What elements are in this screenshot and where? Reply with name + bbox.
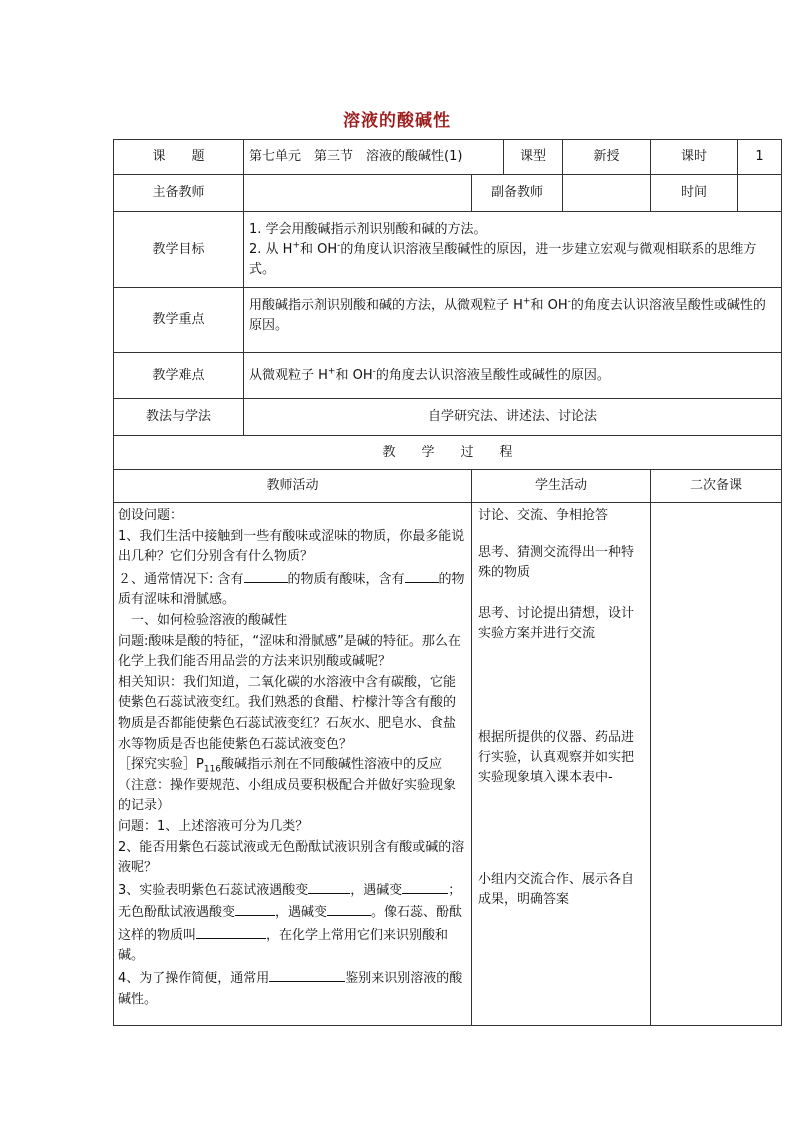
teacher-line: 问题:酸味是酸的特征，“涩味和滑腻感”是碱的特征。那么在化学上我们能否用品尝的方法来识别酸或碱呢？ <box>118 633 461 670</box>
col-teacher-activity: 教师活动 <box>114 470 472 503</box>
student-activity-cell <box>472 503 651 1026</box>
label-main-teacher: 主备教师 <box>114 175 244 212</box>
fill-blank <box>308 879 350 894</box>
row-teachers <box>114 175 782 212</box>
teacher-line: （注意：操作要规范、小组成员要积极配合并做好实验现象的记录） <box>118 777 457 814</box>
value-time <box>738 175 782 212</box>
label-assistant-teacher: 副备教师 <box>472 175 563 212</box>
col-student-activity: 学生活动 <box>472 470 651 503</box>
student-line: 小组内交流合作、展示各自成果，明确答案 <box>478 872 635 907</box>
second-prep-cell <box>651 503 782 1026</box>
lesson-plan-table <box>113 139 782 1026</box>
value-methods: 自学研究法、讲述法、讨论法 <box>244 399 782 436</box>
teacher-line: 一、如何检验溶液的酸碱性 <box>118 612 288 628</box>
goal-line-1: 1. 学会用酸碱指示剂识别酸和碱的方法。 <box>249 221 487 237</box>
value-hours: 1 <box>738 140 782 175</box>
label-hours: 课时 <box>651 140 738 175</box>
teacher-line: ２、通常情况下: 含有 的物质有酸味，含有 的物质有涩味和滑腻感。 <box>118 568 467 611</box>
value-key-points: 用酸碱指示剂识别酸和碱的方法，从微观粒子 H+和 OH-的角度去认识溶液呈酸性或碱性的原因。 <box>244 288 782 353</box>
value-difficulties: 从微观粒子 H+和 OH-的角度去认识溶液呈酸性或碱性的原因。 <box>244 353 782 399</box>
fill-blank <box>244 568 288 583</box>
row-process-header <box>114 436 782 470</box>
process-title: 教 学 过 程 <box>114 436 782 470</box>
fill-blank <box>402 879 448 894</box>
teacher-line: 4、为了操作简便，通常用 鉴别来识别溶液的酸碱性。 <box>118 967 467 1010</box>
teacher-line: 创设问题： <box>118 508 184 523</box>
label-difficulties: 教学难点 <box>114 353 244 399</box>
fill-blank <box>327 901 371 916</box>
teacher-line: ［探究实验$]P_{116}$酸碱指示剂在不同酸碱性溶液中的反应 <box>118 757 443 775</box>
goal-line-2: 2. 从 H+和 OH-的角度认识溶液呈酸碱性的原因，进一步建立宏观与微观相联系的思维方式。 <box>249 240 757 277</box>
teacher-line: 问题：1、上述溶液可分为几类？ <box>118 818 309 834</box>
fill-blank <box>405 568 439 583</box>
value-type: 新授 <box>563 140 651 175</box>
value-main-teacher <box>244 175 472 212</box>
col-second-prep: 二次备课 <box>651 470 782 503</box>
teacher-line: 2、能否用紫色石蕊试液或无色酚酞试液识别含有酸或碱的溶液呢？ <box>118 839 465 876</box>
row-course <box>114 140 782 175</box>
fill-blank <box>196 924 266 939</box>
row-key-points <box>114 288 782 353</box>
value-assistant-teacher <box>563 175 651 212</box>
row-methods <box>114 399 782 436</box>
row-goals <box>114 212 782 288</box>
student-line: 思考、猜测交流得出一种特殊的物质 <box>478 545 635 580</box>
document-title: 溶液的酸碱性 <box>343 111 451 131</box>
label-course: 课 题 <box>114 140 244 175</box>
label-goals: 教学目标 <box>114 212 244 288</box>
teacher-line: 1、我们生活中接触到一些有酸味或涩味的物质，你最多能说出几种？它们分别含有什么物质？ <box>118 528 465 565</box>
fill-blank <box>235 901 275 916</box>
student-line: 根据所提供的仪器、药品进行实验，认真观察并如实把实验现象填入课本表中- <box>478 730 635 785</box>
fill-blank <box>269 967 345 982</box>
value-course: 第七单元 第三节 溶液的酸碱性(1) <box>244 140 504 175</box>
teacher-activity-cell <box>114 503 472 1026</box>
student-line: 思考、讨论提出猜想，设计实验方案并进行交流 <box>478 606 635 641</box>
label-type: 课型 <box>504 140 563 175</box>
student-line: 讨论、交流、争相抢答 <box>478 508 609 523</box>
row-difficulties <box>114 353 782 399</box>
teacher-line: 相关知识：我们知道，二氧化碳的水溶液中含有碳酸，它能使紫色石蕊试液变红。我们熟悉的食醋、柠檬汁等含有酸的物质是否都能使紫色石蕊试液变红？石灰水、肥皂水、食盐水等物质是否也能使紫色石蕊试液变色？ <box>118 674 457 752</box>
label-key-points: 教学重点 <box>114 288 244 353</box>
teacher-line: 3、实验表明紫色石蕊试液遇酸变 ，遇碱变 ；无色酚酞试液遇酸变 ，遇碱变 。像石蕊、酚酞这样的物质叫 ，在化学上常用它们来识别酸和碱。 <box>118 879 467 967</box>
value-goals <box>244 212 782 288</box>
row-column-headers <box>114 470 782 503</box>
label-time: 时间 <box>651 175 738 212</box>
label-methods: 教法与学法 <box>114 399 244 436</box>
row-process-body <box>114 503 782 1026</box>
